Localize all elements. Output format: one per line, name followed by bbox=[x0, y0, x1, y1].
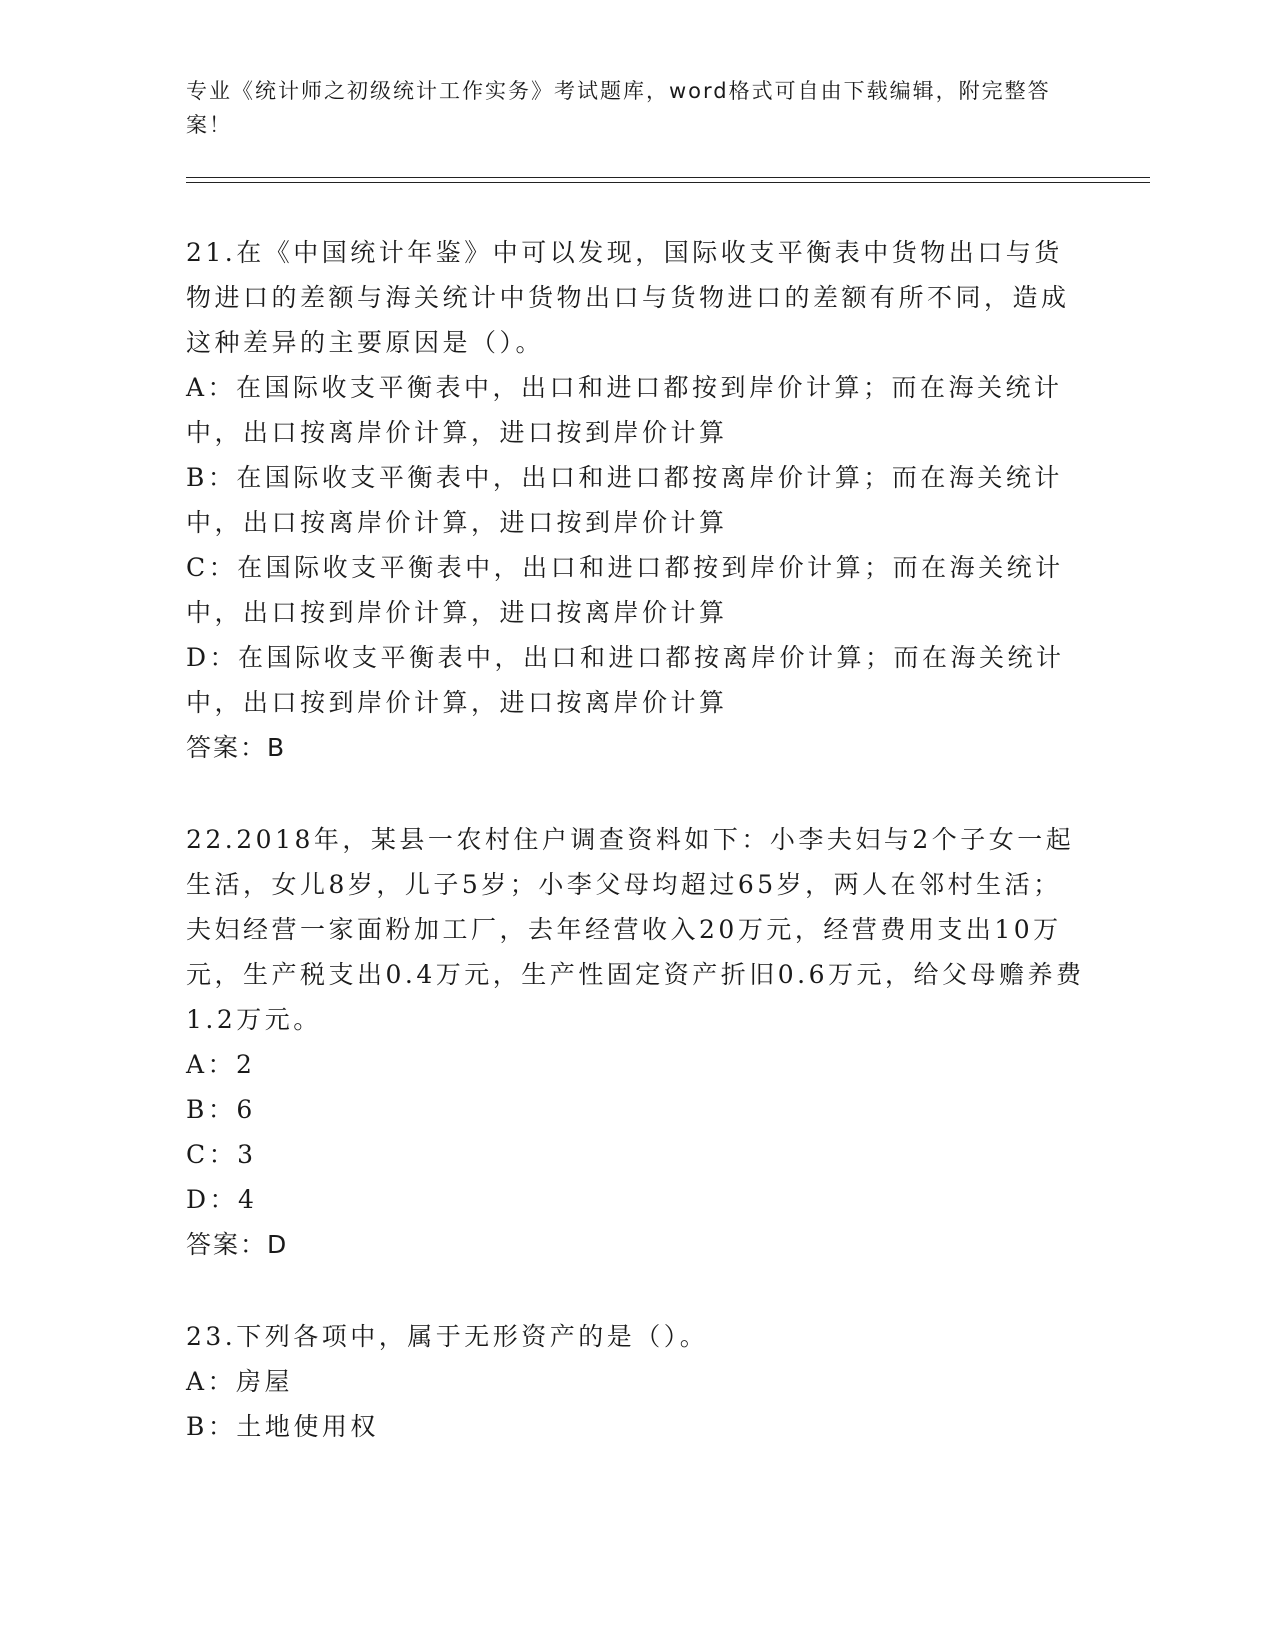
answer: 答案：B bbox=[186, 733, 287, 762]
option-a: A：房屋 bbox=[186, 1367, 294, 1396]
question-21 bbox=[186, 230, 1086, 770]
option-d: D：4 bbox=[186, 1185, 258, 1214]
option-b: B：在国际收支平衡表中，出口和进口都按离岸价计算；而在海关统计中，出口按离岸价计算，进口按到岸价计算 bbox=[186, 463, 1063, 537]
option-a: A：在国际收支平衡表中，出口和进口都按到岸价计算；而在海关统计中，出口按离岸价计算，进口按到岸价计算 bbox=[186, 373, 1063, 447]
question-list bbox=[186, 230, 1086, 1449]
header-rule-bottom bbox=[186, 182, 1150, 183]
question-stem: 23.下列各项中，属于无形资产的是（）。 bbox=[186, 1322, 709, 1351]
document-header: 专业《统计师之初级统计工作实务》考试题库，word格式可自由下载编辑，附完整答案！ bbox=[186, 79, 1051, 137]
header-rule-top bbox=[186, 177, 1150, 178]
question-23 bbox=[186, 1314, 1086, 1449]
question-stem: 22.2018年，某县一农村住户调查资料如下：小李夫妇与2个子女一起生活，女儿8岁，儿子5岁；小李父母均超过65岁，两人在邻村生活；夫妇经营一家面粉加工厂，去年经营收入20万元，经营费用支出10万元，生产税支出0.4万元，生产性固定资产折旧0.6万元，给父母赡养费1.2万元。 bbox=[186, 825, 1085, 1034]
question-stem: 21.在《中国统计年鉴》中可以发现，国际收支平衡表中货物出口与货物进口的差额与海关统计中货物出口与货物进口的差额有所不同，造成这种差异的主要原因是（）。 bbox=[186, 238, 1070, 357]
option-a: A：2 bbox=[186, 1050, 256, 1079]
option-c: C：3 bbox=[186, 1140, 257, 1169]
question-22 bbox=[186, 817, 1086, 1267]
answer: 答案：D bbox=[186, 1230, 289, 1259]
option-d: D：在国际收支平衡表中，出口和进口都按离岸价计算；而在海关统计中，出口按到岸价计算，进口按离岸价计算 bbox=[186, 643, 1065, 717]
option-b: B：6 bbox=[186, 1095, 256, 1124]
option-b: B：土地使用权 bbox=[186, 1412, 379, 1441]
option-c: C：在国际收支平衡表中，出口和进口都按到岸价计算；而在海关统计中，出口按到岸价计算，进口按离岸价计算 bbox=[186, 553, 1064, 627]
